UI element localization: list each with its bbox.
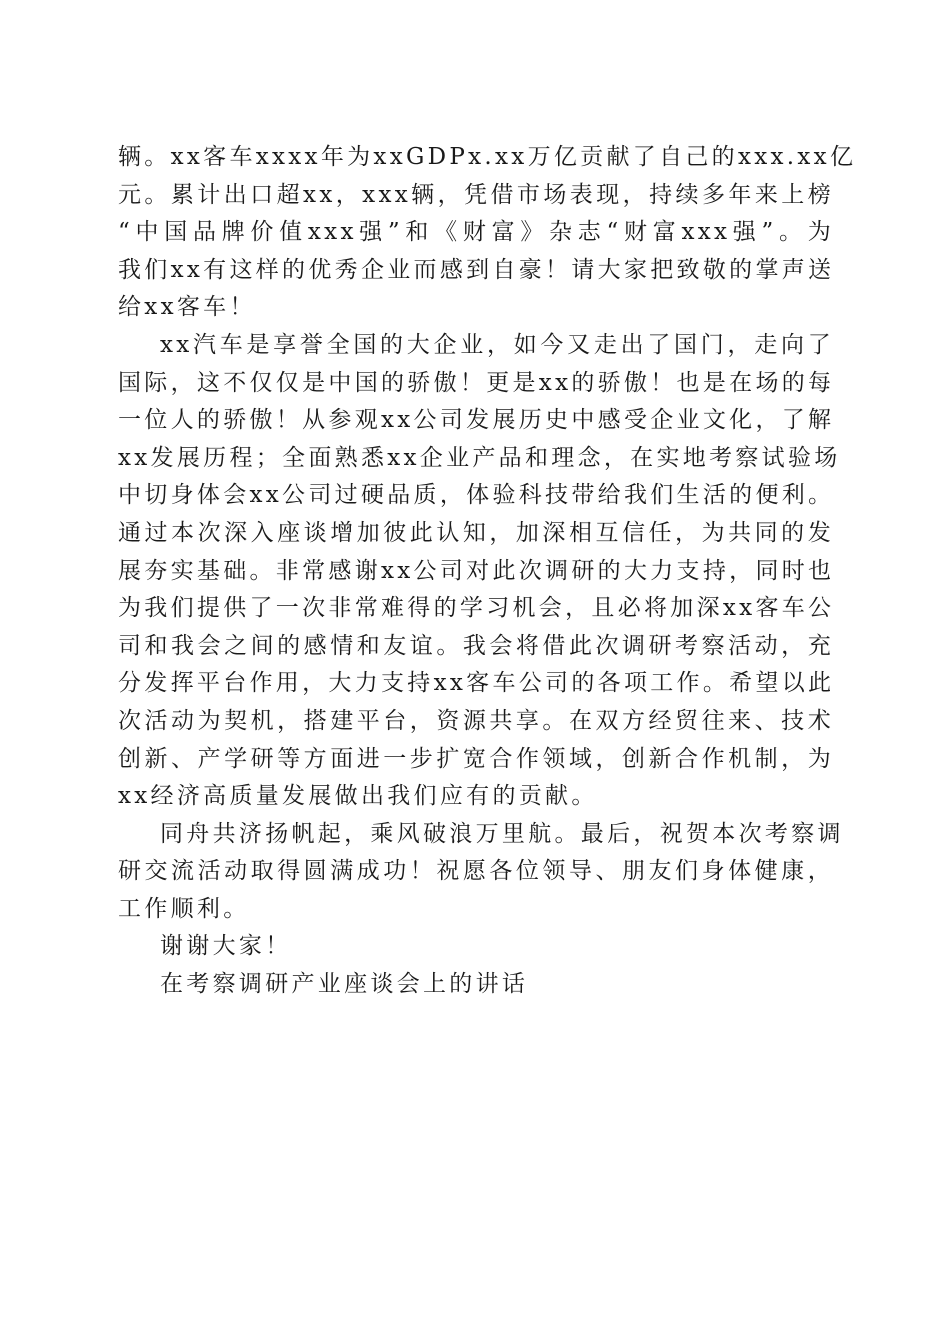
paragraph-next-title [118,966,834,1004]
text-line: “中国品牌价值xxx强”和《财富》杂志“财富xxx强”。为 [118,219,834,246]
text-line: 国际，这不仅仅是中国的骄傲！更是xx的骄傲！也是在场的每 [118,369,835,396]
text-line: 司和我会之间的感情和友谊。我会将借此次调研考察活动，充 [118,632,834,659]
text-line: 工作顺利。 [118,895,250,922]
text-line: 同舟共济扬帆起，乘风破浪万里航。最后，祝贺本次考察调 [160,820,844,847]
text-line: 创新、产学研等方面进一步扩宽合作领域，创新合作机制，为 [118,745,834,772]
text-line: 元。累计出口超xx，xxx辆，凭借市场表现，持续多年来上榜 [118,181,834,208]
document-page [118,139,857,1004]
section-title: 在考察调研产业座谈会上的讲话 [160,971,529,998]
paragraph-closing-praise [118,139,857,327]
text-line: xx经济高质量发展做出我们应有的贡献。 [118,783,598,810]
paragraph-company-pride [118,327,841,816]
text-line: xx汽车是享誉全国的大企业，如今又走出了国门，走向了 [160,331,834,358]
paragraph-thanks [118,928,834,966]
text-line: 辆。xx客车xxxx年为xxGDPx.xx万亿贡献了自己的xxx.xx亿 [118,144,857,170]
text-line: 展夯实基础。非常感谢xx公司对此次调研的大力支持，同时也 [118,557,835,584]
text-line: 中切身体会xx公司过硬品质，体验科技带给我们生活的便利。 [118,482,835,509]
text-line: 我们xx有这样的优秀企业而感到自豪！请大家把致敬的掌声送 [118,256,835,283]
text-line: 研交流活动取得圆满成功！祝愿各位领导、朋友们身体健康， [118,858,834,885]
text-line: 为我们提供了一次非常难得的学习机会，且必将加深xx客车公 [118,595,835,622]
text-line: xx发展历程；全面熟悉xx企业产品和理念，在实地考察试验场 [118,444,841,471]
text-line: 通过本次深入座谈增加彼此认知，加深相互信任，为共同的发 [118,519,834,546]
text-line: 一位人的骄傲！从参观xx公司发展历史中感受企业文化，了解 [118,407,835,434]
text-line: 分发挥平台作用，大力支持xx客车公司的各项工作。希望以此 [118,670,835,697]
paragraph-wishes [118,816,844,929]
text-line: 谢谢大家！ [160,933,292,960]
text-line: 给xx客车！ [118,294,256,321]
text-line: 次活动为契机，搭建平台，资源共享。在双方经贸往来、技术 [118,707,834,734]
